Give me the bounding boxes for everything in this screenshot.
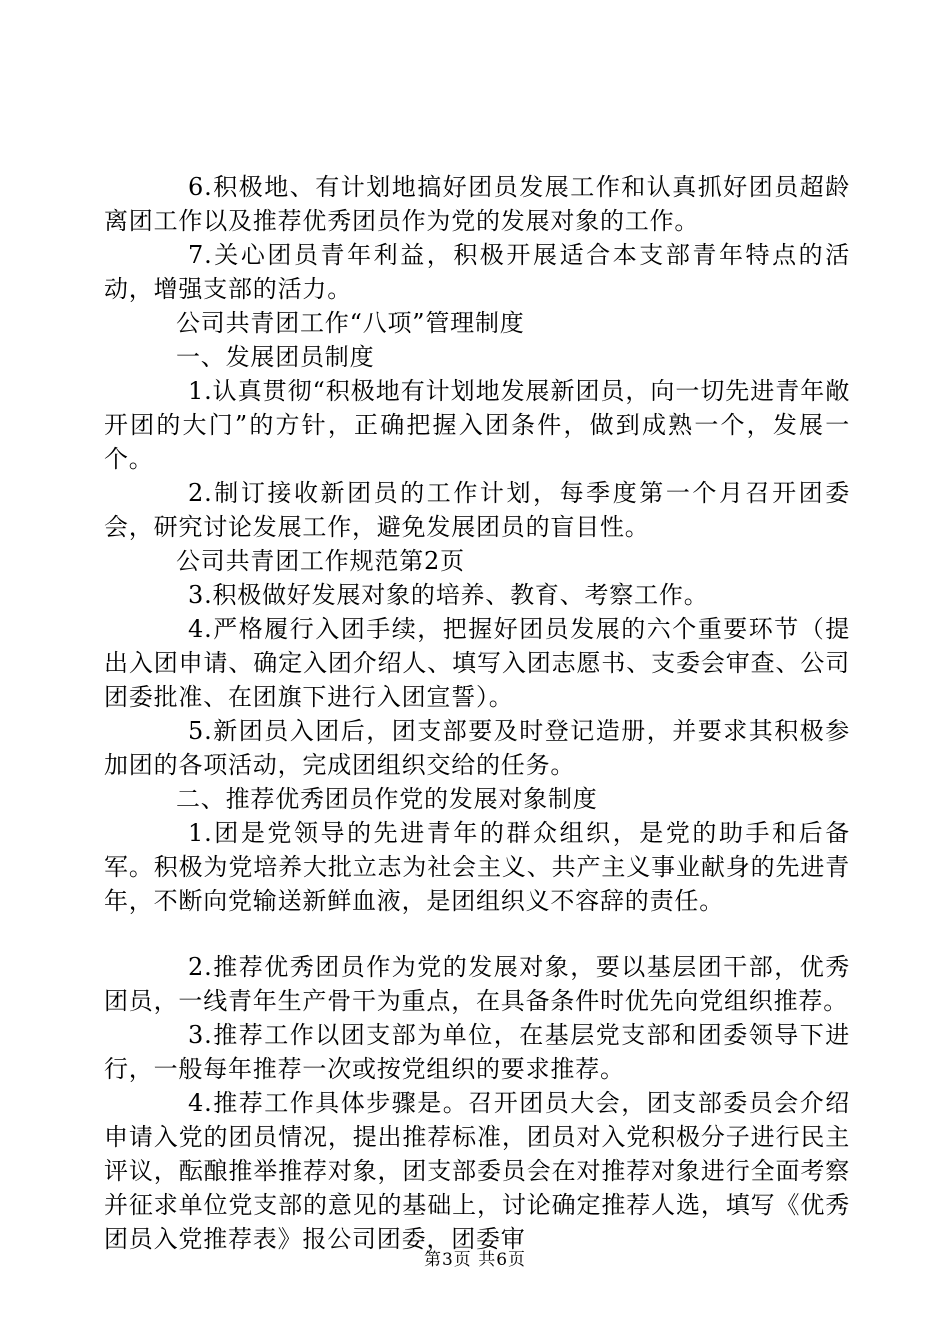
section-heading-recommend: 二、推荐优秀团员作党的发展对象制度 [176, 785, 598, 813]
paragraph-develop-2: 2.制订接收新团员的工作计划，每季度第一个月召开团委会，研究讨论发展工作，避免发展团员的盲目性。 [104, 479, 850, 541]
paragraph-recommend-1: 1.团是党领导的先进青年的群众组织，是党的助手和后备军。积极为党培养大批立志为社会主义、共产主义事业献身的先进青年，不断向党输送新鲜血液，是团组织义不容辞的责任。 [104, 819, 850, 915]
paragraph-develop-5: 5.新团员入团后，团支部要及时登记造册，并要求其积极参加团的各项活动，完成团组织交给的任务。 [104, 717, 850, 779]
paragraph-develop-4: 4.严格履行入团手续，把握好团员发展的六个重要环节（提出入团申请、确定入团介绍人、填写入团志愿书、支委会审查、公司团委批准、在团旗下进行入团宣誓）。 [104, 615, 850, 711]
paragraph-develop-1: 1.认真贯彻“积极地有计划地发展新团员，向一切先进青年敞开团的大门”的方针，正确把握入团条件，做到成熟一个，发展一个。 [104, 377, 850, 473]
paragraph-item-7: 7.关心团员青年利益，积极开展适合本支部青年特点的活动，增强支部的活力。 [104, 241, 850, 303]
paragraph-recommend-2: 2.推荐优秀团员作为党的发展对象，要以基层团干部，优秀团员，一线青年生产骨干为重点，在具备条件时优先向党组织推荐。 [104, 953, 850, 1015]
document-body [104, 170, 850, 1256]
paragraph-item-6: 6.积极地、有计划地搞好团员发展工作和认真抓好团员超龄离团工作以及推荐优秀团员作为党的发展对象的工作。 [104, 173, 850, 235]
page-footer: 第3页 共6页 [423, 1250, 527, 1270]
page-marker-text: 公司共青团工作规范第2页 [176, 547, 465, 575]
paragraph-develop-3: 3.积极做好发展对象的培养、教育、考察工作。 [188, 581, 709, 609]
paragraph-recommend-4: 4.推荐工作具体步骤是。召开团员大会，团支部委员会介绍申请入党的团员情况，提出推荐标准，团员对入党积极分子进行民主评议，酝酿推举推荐对象，团支部委员会在对推荐对象进行全面考察并征求单位党支部的意见的基础上，讨论确定推荐人选，填写《优秀团员入党推荐表》报公司团委，团委审 [104, 1089, 850, 1253]
paragraph-recommend-3: 3.推荐工作以团支部为单位，在基层党支部和团委领导下进行，一般每年推荐一次或按党组织的要求推荐。 [104, 1021, 850, 1083]
section-title-eight-rules: 公司共青团工作“八项”管理制度 [176, 309, 525, 337]
section-heading-develop-members: 一、发展团员制度 [176, 343, 375, 371]
